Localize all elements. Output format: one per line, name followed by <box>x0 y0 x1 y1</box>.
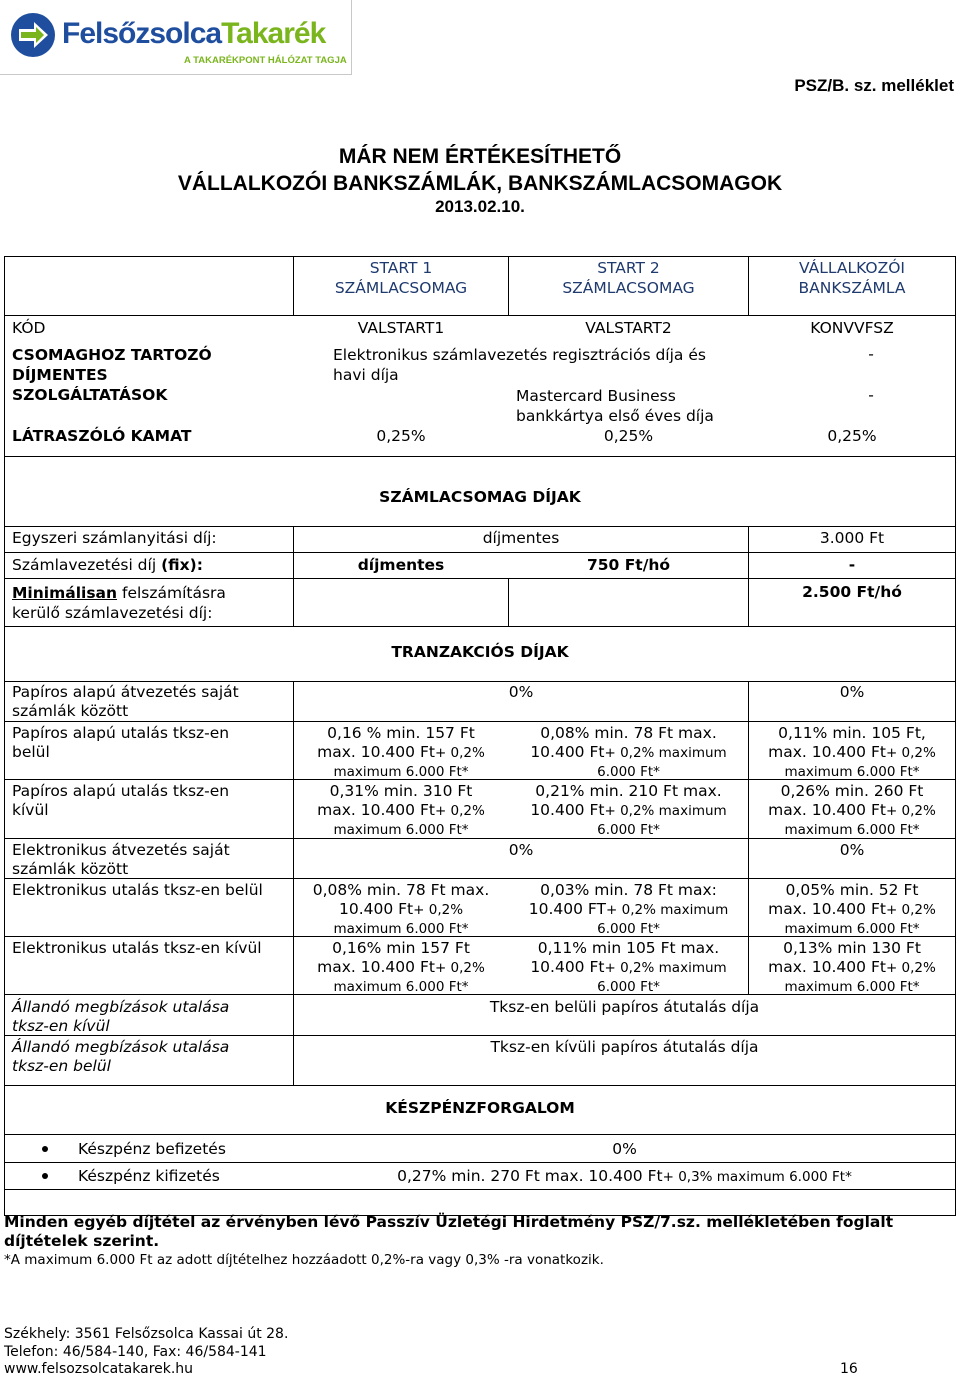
min-fee-label-line: kerülő számlavezetési díj: <box>12 604 213 622</box>
fee-line: max. 10.400 Ft <box>317 958 435 976</box>
grid-line <box>4 315 956 316</box>
fee-line-suffix: + 0,2% <box>885 803 936 819</box>
general-note <box>4 1213 893 1251</box>
trans-label-line: Elektronikus átvezetés saját <box>12 841 230 859</box>
col-header-line: START 1 <box>369 259 433 277</box>
footnote: *A maximum 6.000 Ft az adott díjtételhez hozzáadott 0,2%-ra vagy 0,3% -ra vonatkozik. <box>4 1252 604 1268</box>
opening-fee-start: díjmentes <box>482 529 560 547</box>
services-label-line: CSOMAGHOZ TARTOZÓ <box>12 346 212 364</box>
service-line: Mastercard Business <box>516 387 676 405</box>
trans-value-business <box>749 782 955 840</box>
title-date: 2013.02.10. <box>435 197 525 216</box>
fee-line: maximum 6.000 Ft* <box>784 979 920 995</box>
page-title <box>0 143 960 197</box>
fee-line: maximum 6.000 Ft* <box>333 979 469 995</box>
grid-line <box>4 1085 956 1086</box>
fee-line: 10.400 Ft <box>530 958 605 976</box>
grid-line <box>4 1162 956 1163</box>
col-header-line: BANKSZÁMLA <box>798 279 906 297</box>
fee-line: 0,31% min. 310 Ft <box>329 782 473 800</box>
fee-line: 0,13% min 130 Ft <box>783 939 921 957</box>
fee-line: maximum 6.000 Ft* <box>333 764 469 780</box>
fee-line: 0,08% min. 78 Ft max. <box>540 724 717 742</box>
fee-line: maximum 6.000 Ft* <box>784 921 920 937</box>
col-header-line: VÁLLALKOZÓI <box>799 259 905 277</box>
grid-line <box>4 256 956 257</box>
grid-line <box>4 578 956 579</box>
annex-label: PSZ/B. sz. melléklet <box>794 76 954 95</box>
fee-line: 0,08% min. 78 Ft max. <box>312 881 490 899</box>
trans-row-label <box>12 724 229 762</box>
kod-label: KÓD <box>12 319 46 337</box>
fee-line-suffix: + 0,2% <box>434 960 485 976</box>
fee-line: 6.000 Ft* <box>597 822 660 838</box>
fee-line: maximum 6.000 Ft* <box>784 822 920 838</box>
trans-row-label <box>12 1038 229 1076</box>
column-header-start1 <box>294 258 508 298</box>
cash-section-title: KÉSZPÉNZFORGALOM <box>385 1099 575 1117</box>
grid-line <box>508 578 509 626</box>
grid-line <box>4 681 956 682</box>
logo-tagline: A TAKARÉKPONT HÁLÓZAT TAGJA <box>184 55 347 66</box>
fee-line: 0,16% min 157 Ft <box>332 939 470 957</box>
trans-value-start1 <box>294 881 508 939</box>
bank-logo <box>0 0 352 75</box>
fee-line: max. 10.400 Ft <box>768 900 886 918</box>
fee-line: maximum 6.000 Ft* <box>333 921 469 937</box>
trans-row-label <box>12 782 229 820</box>
trans-section-title: TRANZAKCIÓS DÍJAK <box>391 643 569 661</box>
bullet-icon <box>42 1146 48 1152</box>
logo-name-b: Takarék <box>221 17 326 50</box>
cash-out-value-suffix: + 0,3% maximum 6.000 Ft* <box>662 1169 852 1185</box>
opening-fee-business: 3.000 Ft <box>819 529 885 547</box>
min-fee-label-text: felszámításra <box>121 584 226 602</box>
service-mastercard <box>516 386 714 426</box>
kamat-value-start2: 0,25% <box>603 427 654 445</box>
fee-line: 0,26% min. 260 Ft <box>780 782 924 800</box>
column-header-business <box>749 258 955 298</box>
fix-fee-label-text: Számlavezetési díj <box>12 556 157 574</box>
fee-line: 0,03% min. 78 Ft max: <box>540 881 717 899</box>
fee-line-suffix: + 0,2% <box>885 902 936 918</box>
trans-value-start2 <box>509 881 748 939</box>
fee-line: max. 10.400 Ft <box>768 958 886 976</box>
min-fee-label <box>12 583 226 623</box>
grid-line <box>4 456 956 457</box>
services-label-line: SZOLGÁLTATÁSOK <box>12 386 168 404</box>
trans-value-business <box>749 939 955 997</box>
fee-line: 10.400 Ft <box>530 801 605 819</box>
footer-phone: Telefon: 46/584-140, Fax: 46/584-141 <box>4 1344 267 1360</box>
fee-line-suffix: + 0,2% maximum <box>604 745 727 761</box>
col-header-line: START 2 <box>597 259 660 277</box>
fee-line: max. 10.400 Ft <box>317 743 435 761</box>
column-header-start2 <box>509 258 748 298</box>
opening-fee-label: Egyszeri számlanyitási díj: <box>12 529 217 547</box>
min-fee-label-emph: Minimálisan <box>12 584 118 602</box>
fix-fee-label-suffix: (fix): <box>161 556 203 574</box>
trans-row-label <box>12 998 229 1036</box>
fix-fee-start2: 750 Ft/hó <box>586 556 671 574</box>
fee-line: 6.000 Ft* <box>597 921 660 937</box>
fee-line-suffix: + 0,2% <box>885 960 936 976</box>
service-line: Elektronikus számlavezetés regisztrációs díja és <box>333 346 706 364</box>
trans-value-start: 0% <box>508 841 534 859</box>
cash-out-label: Készpénz kifizetés <box>78 1167 220 1185</box>
fee-line: maximum 6.000 Ft* <box>784 764 920 780</box>
fee-line: 6.000 Ft* <box>597 764 660 780</box>
fee-line-suffix: + 0,2% <box>434 803 485 819</box>
fee-line-suffix: + 0,2% maximum <box>606 902 729 918</box>
fee-line: 0,05% min. 52 Ft <box>785 881 919 899</box>
service-ebanking <box>333 345 706 385</box>
col-header-line: SZÁMLACSOMAG <box>334 279 468 297</box>
footer-website-link[interactable]: www.felsozsolcatakarek.hu <box>4 1361 194 1377</box>
trans-row-label <box>12 683 239 721</box>
fee-line-suffix: + 0,2% maximum <box>604 960 727 976</box>
kod-value-start2: VALSTART2 <box>585 319 672 337</box>
fee-line: 10.400 Ft <box>338 900 414 918</box>
trans-label-line: kívül <box>12 801 49 819</box>
grid-line <box>4 1134 956 1135</box>
title-line1: MÁR NEM ÉRTÉKESÍTHETŐ <box>338 145 622 168</box>
trans-value-start2 <box>509 724 748 782</box>
fee-line: max. 10.400 Ft <box>768 743 886 761</box>
logo-arrow-icon <box>10 12 56 58</box>
service-mastercard-business: - <box>868 386 874 404</box>
col-header-line: SZÁMLACSOMAG <box>562 279 695 297</box>
trans-value-start1 <box>294 724 508 782</box>
fix-fee-start1: díjmentes <box>357 556 445 574</box>
footer-address: Székhely: 3561 Felsőzsolca Kassai út 28. <box>4 1326 289 1342</box>
fee-line: 6.000 Ft* <box>597 979 660 995</box>
trans-label-line: belül <box>12 743 50 761</box>
fee-line: 0,16 % min. 157 Ft <box>327 724 475 742</box>
logo-name-a: Felsőzsolca <box>62 17 222 50</box>
trans-row-label: Elektronikus utalás tksz-en kívül <box>12 939 262 957</box>
grid-line <box>4 1189 956 1190</box>
services-label-line: DÍJMENTES <box>12 366 108 384</box>
kamat-label: LÁTRASZÓLÓ KAMAT <box>12 427 192 445</box>
fee-line: max. 10.400 Ft <box>317 801 435 819</box>
fee-line: 10.400 Ft <box>530 743 605 761</box>
trans-label-line: számlák között <box>12 702 129 720</box>
cash-out-value-main: 0,27% min. 270 Ft max. 10.400 Ft <box>397 1167 663 1185</box>
trans-value-start: 0% <box>508 683 534 701</box>
note-line: díjtételek szerint. <box>4 1232 160 1250</box>
fee-line: max. 10.400 Ft <box>768 801 886 819</box>
fee-line: 0,21% min. 210 Ft max. <box>535 782 722 800</box>
fee-line-suffix: + 0,2% <box>413 902 464 918</box>
cash-in-label: Készpénz befizetés <box>78 1140 226 1158</box>
trans-value-business <box>749 881 955 939</box>
grid-line <box>4 626 956 627</box>
trans-label-line: tksz-en belül <box>12 1057 111 1075</box>
trans-label-line: Papíros alapú átvezetés saját <box>12 683 239 701</box>
kod-value-start1: VALSTART1 <box>357 319 445 337</box>
services-label <box>12 345 212 405</box>
kamat-value-start1: 0,25% <box>376 427 426 445</box>
fee-line: 0,11% min. 105 Ft, <box>778 724 926 742</box>
grid-line <box>4 552 956 553</box>
service-ebanking-business: - <box>868 345 874 363</box>
min-fee-business: 2.500 Ft/hó <box>802 583 902 601</box>
logo-wordmark <box>62 17 325 51</box>
fees-section-title: SZÁMLACSOMAG DÍJAK <box>379 488 581 506</box>
cash-out-value <box>294 1167 955 1185</box>
cash-in-value: 0% <box>612 1140 637 1158</box>
trans-value-start2 <box>509 782 748 840</box>
trans-label-line: Állandó megbízások utalása <box>12 1038 230 1056</box>
fee-line-suffix: + 0,2% maximum <box>604 803 727 819</box>
trans-value-start2 <box>509 939 748 997</box>
title-line2: VÁLLALKOZÓI BANKSZÁMLÁK, BANKSZÁMLACSOMAGOK <box>177 172 783 195</box>
trans-value-standing-order: Tksz-en belüli papíros átutalás díja <box>489 998 760 1016</box>
trans-value-start1 <box>294 939 508 997</box>
fee-line: maximum 6.000 Ft* <box>333 822 469 838</box>
service-line: havi díja <box>333 366 399 384</box>
fee-line: 0,11% min 105 Ft max. <box>537 939 720 957</box>
grid-line <box>4 256 5 1215</box>
trans-label-line: Papíros alapú utalás tksz-en <box>12 724 230 742</box>
note-line: Minden egyéb díjtétel az érvényben lévő Passzív Üzletégi Hirdetmény PSZ/7.sz. mellékletében foglalt <box>4 1213 894 1231</box>
trans-row-label <box>12 841 230 879</box>
trans-value-business: 0% <box>839 683 865 701</box>
fix-fee-business: - <box>848 556 856 574</box>
trans-label-line: Papíros alapú utalás tksz-en <box>12 782 230 800</box>
trans-row-label: Elektronikus utalás tksz-en belül <box>12 881 263 899</box>
grid-line <box>4 721 956 722</box>
fee-line: 10.400 FT <box>528 900 607 918</box>
kod-value-business: KONVVFSZ <box>810 319 894 337</box>
service-line: bankkártya első éves díja <box>516 407 714 425</box>
kamat-value-business: 0,25% <box>827 427 877 445</box>
trans-label-line: Állandó megbízások utalása <box>12 998 230 1016</box>
fix-fee-label <box>12 556 203 574</box>
trans-value-business: 0% <box>839 841 865 859</box>
fee-line-suffix: + 0,2% <box>434 745 485 761</box>
trans-value-start1 <box>294 782 508 840</box>
fee-line-suffix: + 0,2% <box>885 745 936 761</box>
trans-label-line: tksz-en kívül <box>12 1017 110 1035</box>
bullet-icon <box>42 1173 48 1179</box>
page-number: 16 <box>840 1361 858 1377</box>
trans-label-line: számlák között <box>12 860 129 878</box>
trans-value-business <box>749 724 955 782</box>
trans-value-standing-order: Tksz-en kívüli papíros átutalás díja <box>490 1038 759 1056</box>
grid-line <box>4 526 956 527</box>
